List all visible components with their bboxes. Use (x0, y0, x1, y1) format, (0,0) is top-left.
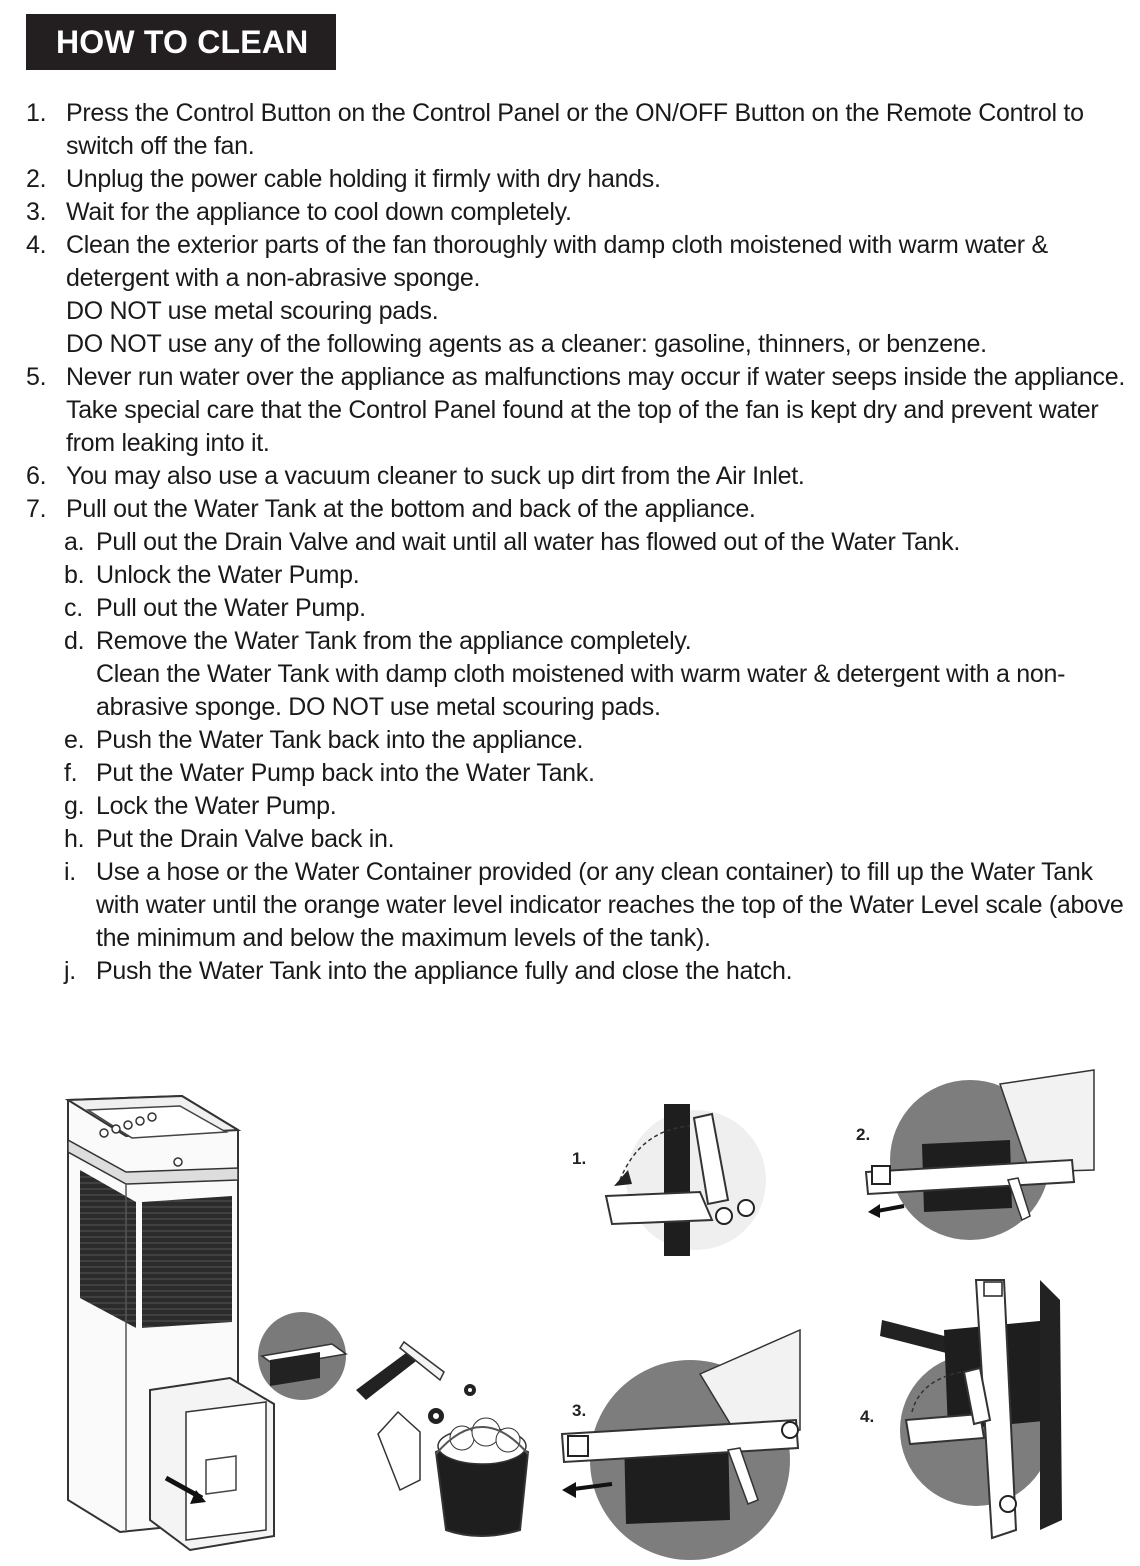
substep-letter: j. (64, 957, 76, 985)
step-7 (26, 493, 1126, 526)
substep-a (26, 526, 1126, 559)
step-warning: DO NOT use metal scouring pads. (66, 297, 439, 325)
substep-text: Pull out the Drain Valve and wait until all water has flowed out of the Water Tank. (96, 528, 961, 556)
step-text: You may also use a vacuum cleaner to suck up dirt from the Air Inlet. (66, 462, 805, 490)
substep-letter: d. (64, 627, 85, 655)
figure-step-4 (860, 1280, 1062, 1538)
substep-text: Unlock the Water Pump. (96, 561, 360, 589)
step-4 (26, 229, 1126, 361)
step-text: Never run water over the appliance as malfunctions may occur if water seeps inside the appliance. Take special care that the Control Panel found at the top of the fan is kept dry and prevent water from leaking into it. (66, 363, 1125, 457)
substep-text: Remove the Water Tank from the appliance completely. (96, 627, 692, 655)
substep-j (26, 955, 1126, 988)
figure-label-3: 3. (572, 1401, 587, 1420)
step-text: Pull out the Water Tank at the bottom and back of the appliance. (66, 495, 756, 523)
step-number: 5. (26, 363, 47, 391)
substep-letter: e. (64, 726, 85, 754)
step-text: Clean the exterior parts of the fan thoroughly with damp cloth moistened with warm water & detergent with a non-abrasive sponge. (66, 231, 1048, 292)
substep-text: Push the Water Tank back into the appliance. (96, 726, 584, 754)
substep-c (26, 592, 1126, 625)
substep-text: Put the Water Pump back into the Water Tank. (96, 759, 595, 787)
fan-appliance-illustration (68, 1096, 346, 1550)
figure-step-2 (856, 1070, 1094, 1240)
substep-text: Pull out the Water Pump. (96, 594, 366, 622)
step-number: 3. (26, 198, 47, 226)
step-number: 6. (26, 462, 47, 490)
substep-f (26, 757, 1126, 790)
substep-letter: i. (64, 858, 76, 886)
substep-e (26, 724, 1126, 757)
substep-h (26, 823, 1126, 856)
substep-d (26, 625, 1126, 724)
substep-letter: c. (64, 594, 83, 622)
figure-label-1: 1. (572, 1149, 587, 1168)
step-number: 2. (26, 165, 47, 193)
substep-text-extra: Clean the Water Tank with damp cloth moistened with warm water & detergent with a non-abrasive sponge. DO NOT use metal scouring pads. (96, 660, 1066, 721)
substep-text: Put the Drain Valve back in. (96, 825, 395, 853)
substep-letter: g. (64, 792, 85, 820)
step-number: 4. (26, 231, 47, 259)
figure-step-1 (572, 1104, 766, 1256)
cleaning-supplies-illustration (356, 1342, 528, 1536)
step-warning: DO NOT use any of the following agents as a cleaner: gasoline, thinners, or benzene. (66, 330, 987, 358)
step-number: 1. (26, 99, 47, 127)
figure-label-4: 4. (860, 1407, 875, 1426)
page-title: HOW TO CLEAN (26, 14, 336, 70)
substep-b (26, 559, 1126, 592)
step-number: 7. (26, 495, 47, 523)
cleaning-illustrations (0, 1060, 1140, 1566)
substep-text: Use a hose or the Water Container provided (or any clean container) to fill up the Water Tank with water until the orange water level indicator reaches the top of the Water Level scale (above the minimum and below the maximum levels of the tank). (96, 858, 1124, 952)
step-2 (26, 163, 1126, 196)
step-text: Press the Control Button on the Control Panel or the ON/OFF Button on the Remote Control to switch off the fan. (66, 99, 1084, 160)
step-6 (26, 460, 1126, 493)
step-3 (26, 196, 1126, 229)
substep-g (26, 790, 1126, 823)
substep-letter: h. (64, 825, 85, 853)
substep-letter: a. (64, 528, 85, 556)
step-text: Wait for the appliance to cool down completely. (66, 198, 572, 226)
figure-label-2: 2. (856, 1125, 871, 1144)
substep-text: Push the Water Tank into the appliance fully and close the hatch. (96, 957, 793, 985)
step-1 (26, 97, 1126, 163)
substep-letter: b. (64, 561, 85, 589)
instruction-list (26, 97, 1126, 988)
figure-step-3 (562, 1330, 800, 1560)
substep-text: Lock the Water Pump. (96, 792, 337, 820)
step-text: Unplug the power cable holding it firmly with dry hands. (66, 165, 661, 193)
substep-i (26, 856, 1126, 955)
substep-letter: f. (64, 759, 78, 787)
step-5 (26, 361, 1126, 460)
